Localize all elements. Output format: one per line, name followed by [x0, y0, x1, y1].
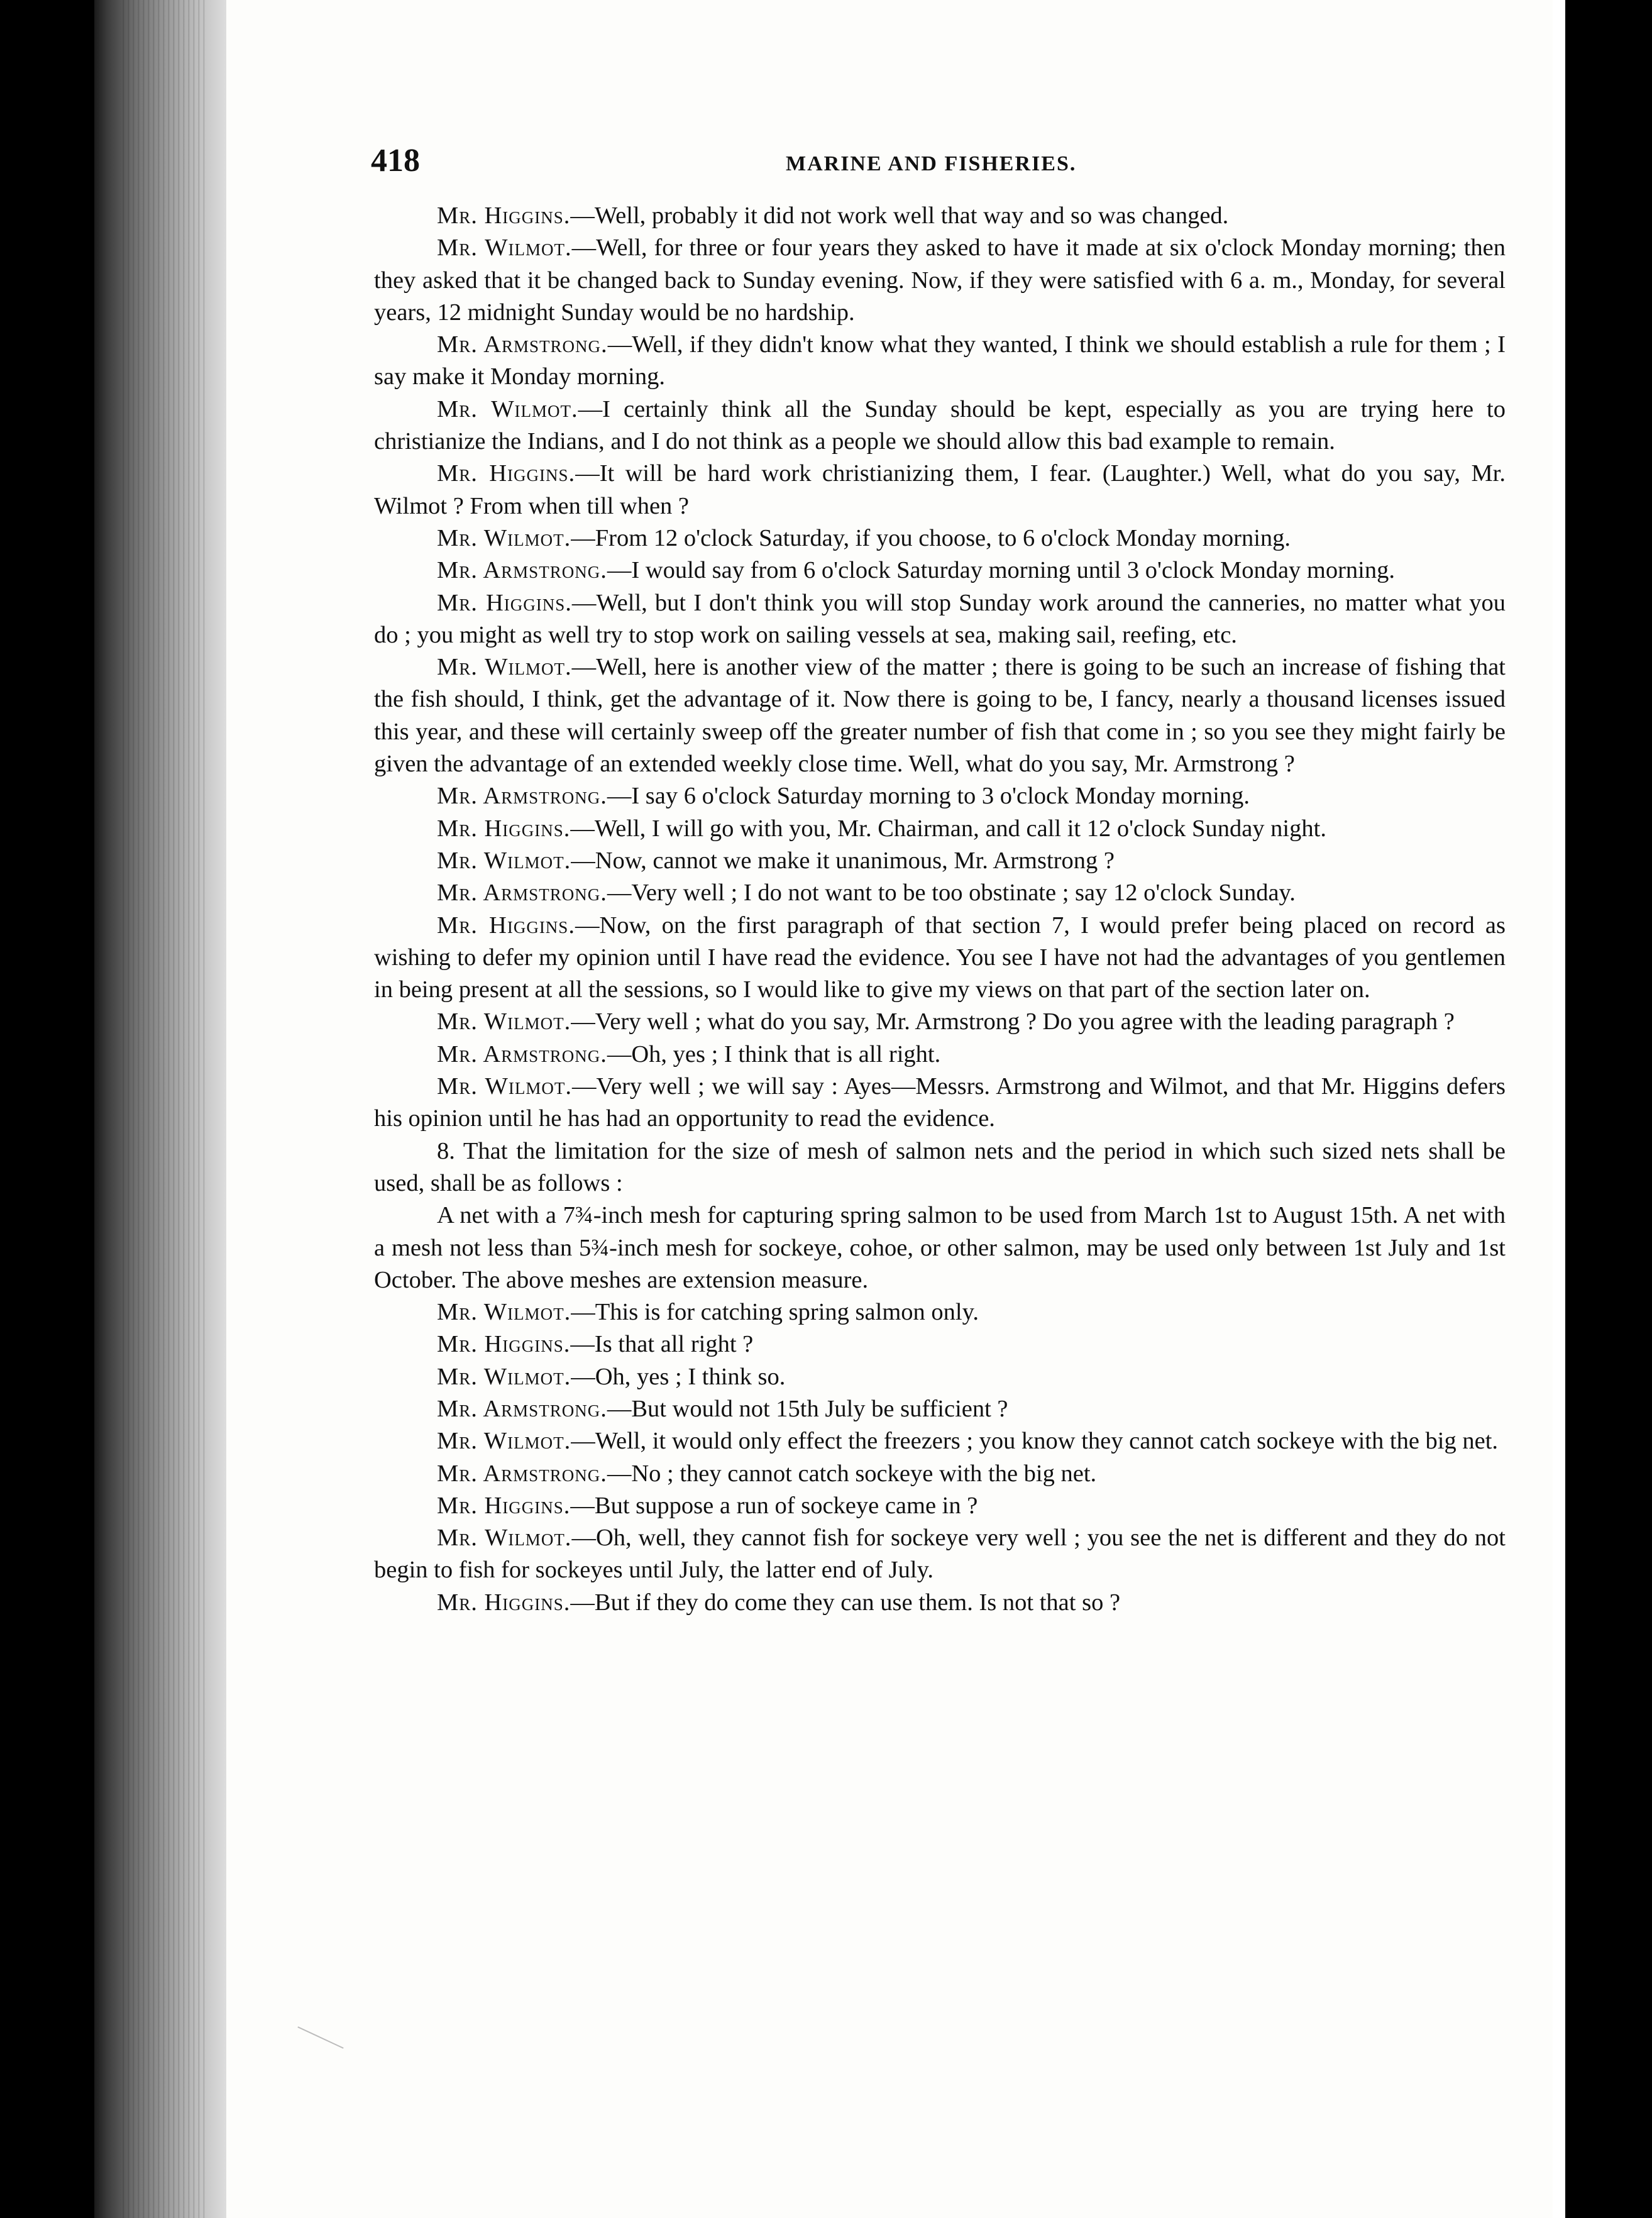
paragraph [374, 1296, 1506, 1328]
paragraph-text: —Oh, well, they cannot fish for sockeye very well ; you see the net is different and they do not begin to fish for sockeyes until July, the latter end of July. [374, 1525, 1506, 1584]
page-number: 418 [371, 143, 420, 179]
paragraph [374, 200, 1506, 232]
paragraph [374, 651, 1506, 780]
speaker-name: Mr. Higgins. [437, 1331, 571, 1358]
page-body [374, 200, 1506, 1619]
book-page-edges [119, 0, 207, 2218]
paragraph-text: —No ; they cannot catch sockeye with the big net. [607, 1460, 1097, 1487]
paragraph-text: —This is for catching spring salmon only. [571, 1299, 979, 1326]
speaker-name: Mr. Wilmot. [437, 234, 572, 262]
speaker-name: Mr. Wilmot. [437, 395, 578, 422]
speaker-name: Mr. Wilmot. [437, 1525, 572, 1552]
speaker-name: Mr. Armstrong. [437, 331, 608, 358]
paragraph [374, 813, 1506, 845]
speaker-name: Mr. Higgins. [437, 589, 572, 616]
speaker-name: Mr. Higgins. [437, 202, 571, 229]
speaker-name: Mr. Wilmot. [437, 654, 572, 681]
speaker-name: Mr. Higgins. [437, 815, 571, 842]
paragraph-text: —From 12 o'clock Saturday, if you choose, to 6 o'clock Monday morning. [571, 524, 1291, 551]
paragraph [374, 232, 1506, 329]
paragraph [374, 1071, 1506, 1135]
paragraph-text: —Well, it would only effect the freezers ; you know they cannot catch sockeye with the big net. [571, 1428, 1499, 1455]
speaker-name: Mr. Wilmot. [437, 1073, 572, 1100]
paragraph-text: —It will be hard work christianizing them, I fear. (Laughter.) Well, what do you say, Mr. Wilmot ? From when till when ? [374, 460, 1506, 519]
speaker-name: Mr. Higgins. [437, 912, 575, 939]
paragraph-text: —Well, if they didn't know what they wanted, I think we should establish a rule for them ; I say make it Monday morning. [374, 331, 1506, 390]
paragraph-text: A net with a 7¾-inch mesh for capturing spring salmon to be used from March 1st to August 15th. A net with a mesh not less than 5¾-inch mesh for sockeye, cohoe, or other salmon, may be used only between 1st July and 1st October. The above meshes are extension measure. [374, 1202, 1506, 1293]
paragraph [374, 587, 1506, 652]
paragraph [374, 554, 1506, 587]
paragraph-text: —Very well ; what do you say, Mr. Armstrong ? Do you agree with the leading paragraph ? [571, 1008, 1455, 1035]
paragraph [374, 522, 1506, 554]
section-paragraph [374, 1135, 1506, 1200]
speaker-name: Mr. Wilmot. [437, 1363, 571, 1390]
speaker-name: Mr. Higgins. [437, 1492, 571, 1519]
page-right-edge [1553, 0, 1565, 2218]
paragraph [374, 394, 1506, 458]
paragraph-text: —Now, on the first paragraph of that section 7, I would prefer being placed on record as wishing to defer my opinion until I have read the evidence. You see I have not had the advantages of you gentlemen in being present at all the sessions, so I would like to give my views on that part of the section later on. [374, 912, 1506, 1003]
page-header [371, 142, 1521, 186]
speaker-name: Mr. Armstrong. [437, 1395, 607, 1422]
paragraph [374, 877, 1506, 909]
paragraph-text: —Well, probably it did not work well that way and so was changed. [570, 202, 1229, 229]
paragraph [374, 1039, 1506, 1071]
paragraph [374, 1522, 1506, 1587]
paragraph-text: —Well, for three or four years they asked to have it made at six o'clock Monday morning; then they asked that it be changed back to Sunday evening. Now, if they were satisfied with 6 a. m., Monday, for several years, 12 midnight Sunday would be no hardship. [374, 234, 1506, 326]
section-paragraph [374, 1200, 1506, 1296]
paragraph [374, 1006, 1506, 1038]
speaker-name: Mr. Wilmot. [437, 1008, 571, 1035]
paragraph-text: —But would not 15th July be sufficient ? [607, 1395, 1008, 1422]
paragraph-text: 8. That the limitation for the size of mesh of salmon nets and the period in which such sized nets shall be used, shall be as follows : [374, 1137, 1506, 1196]
paragraph [374, 1490, 1506, 1522]
paragraph [374, 1361, 1506, 1393]
paragraph [374, 1425, 1506, 1457]
paragraph-text: —But if they do come they can use them. Is not that so ? [570, 1589, 1121, 1616]
speaker-name: Mr. Armstrong. [437, 880, 607, 907]
speaker-name: Mr. Wilmot. [437, 847, 571, 874]
paragraph [374, 1328, 1506, 1360]
speaker-name: Mr. Higgins. [437, 1589, 571, 1616]
paragraph-text: —Oh, yes ; I think that is all right. [607, 1040, 941, 1068]
paragraph-text: —Very well ; I do not want to be too obstinate ; say 12 o'clock Sunday. [607, 880, 1296, 907]
paragraph [374, 910, 1506, 1007]
speaker-name: Mr. Armstrong. [437, 1460, 607, 1487]
paragraph-text: —I would say from 6 o'clock Saturday morning until 3 o'clock Monday morning. [607, 557, 1395, 584]
paragraph [374, 845, 1506, 877]
speaker-name: Mr. Armstrong. [437, 1040, 607, 1068]
paragraph [374, 1458, 1506, 1490]
paragraph-text: —But suppose a run of sockeye came in ? [570, 1492, 978, 1519]
speaker-name: Mr. Higgins. [437, 460, 576, 487]
speaker-name: Mr. Wilmot. [437, 524, 571, 551]
scan-right-border [1553, 0, 1652, 2218]
paragraph [374, 458, 1506, 522]
speaker-name: Mr. Wilmot. [437, 1428, 571, 1455]
scan-left-border [0, 0, 94, 2218]
paragraph-text: —Now, cannot we make it unanimous, Mr. Armstrong ? [571, 847, 1115, 874]
paragraph [374, 329, 1506, 394]
paragraph-text: —Well, but I don't think you will stop Sunday work around the canneries, no matter what you do ; you might as well try to stop work on sailing vessels at sea, making sail, reefing, etc. [374, 589, 1506, 648]
paragraph-text: —Well, here is another view of the matter ; there is going to be such an increase of fishing that the fish should, I think, get the advantage of it. Now there is going to be, I fancy, nearly a thousand licenses issued this year, and these will certainly sweep off the greater number of fish that come in ; so you see they might fairly be given the advantage of an extended weekly close time. Well, what do you say, Mr. Armstrong ? [374, 654, 1506, 778]
paragraph-text: —I certainly think all the Sunday should be kept, especially as you are trying here to christianize the Indians, and I do not think as a people we should allow this bad example to remain. [374, 395, 1506, 455]
paragraph [374, 1587, 1506, 1619]
paragraph [374, 780, 1506, 812]
paragraph [374, 1393, 1506, 1425]
paragraph-text: —Very well ; we will say : Ayes—Messrs. Armstrong and Wilmot, and that Mr. Higgins defers his opinion until he has had an opportunity to read the evidence. [374, 1073, 1506, 1132]
speaker-name: Mr. Wilmot. [437, 1299, 571, 1326]
paragraph-text: —Oh, yes ; I think so. [571, 1363, 786, 1390]
speaker-name: Mr. Armstrong. [437, 783, 607, 810]
running-title: MARINE AND FISHERIES. [786, 152, 1077, 175]
paragraph-text: —Well, I will go with you, Mr. Chairman, and call it 12 o'clock Sunday night. [570, 815, 1326, 842]
paragraph-text: —Is that all right ? [570, 1331, 754, 1358]
paragraph-text: —I say 6 o'clock Saturday morning to 3 o'clock Monday morning. [607, 783, 1250, 810]
speaker-name: Mr. Armstrong. [437, 557, 607, 584]
